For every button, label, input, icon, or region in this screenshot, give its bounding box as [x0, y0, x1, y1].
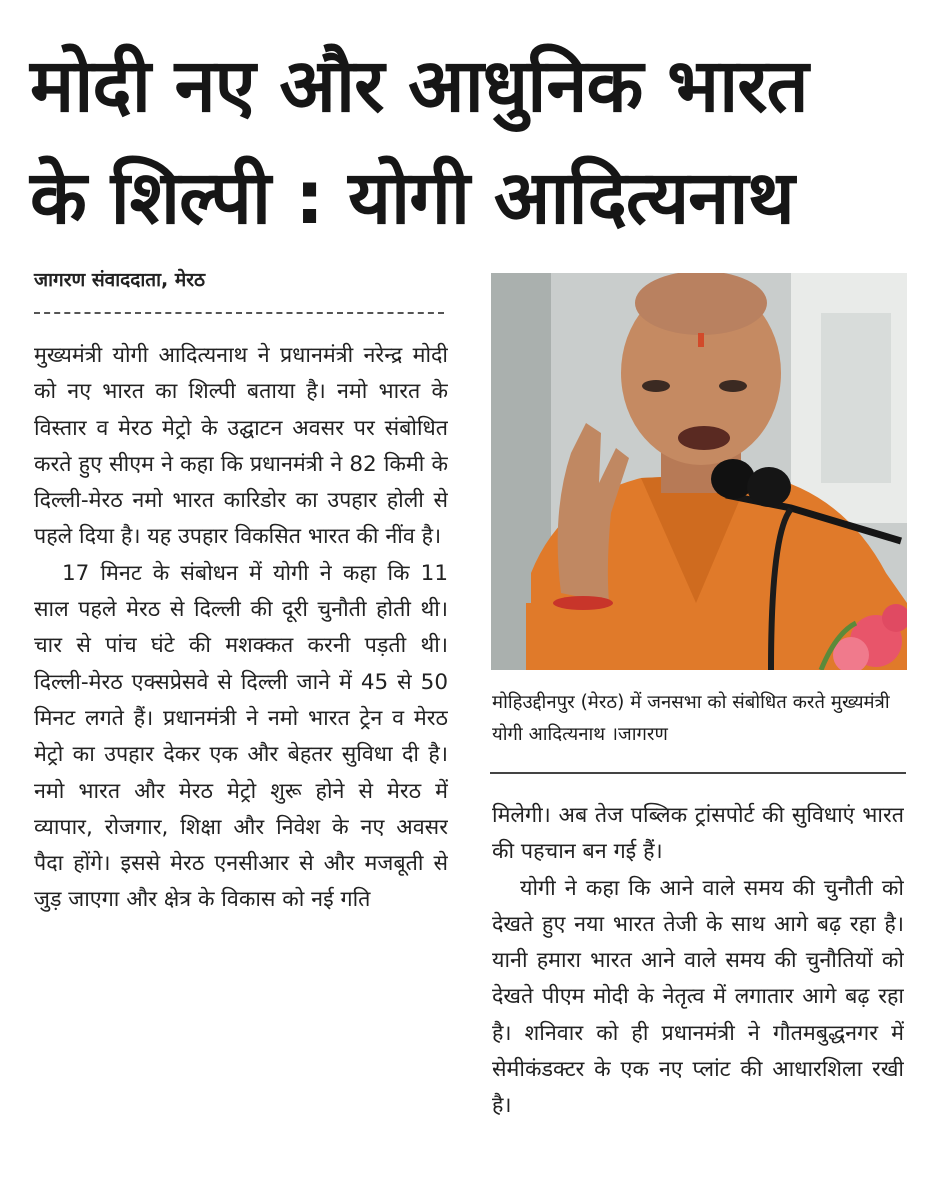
article-paragraph: 17 मिनट के संबोधन में योगी ने कहा कि 11 साल पहले मेरठ से दिल्ली की दूरी चुनौती होती थी। चार से पांच घंटे की मशक्कत करनी पड़ती थी। दिल्ली-मेरठ एक्सप्रेसवे से दिल्ली जाने में 45 से 50 मिनट लगते हैं। प्रधानमंत्री ने नमो भारत ट्रेन व मेरठ मेट्रो का उपहार देकर एक और बेहतर सुविधा दी है। नमो भारत और मेरठ मेट्रो शुरू होने से मेरठ में व्यापार, रोजगार, शिक्षा और निवेश के नए अवसर पैदा होंगे। इससे मेरठ एनसीआर से और मजबूती से जुड़ जाएगा और क्षेत्र के विकास को नई गति	[34, 560, 448, 913]
article-column-right	[492, 798, 904, 1188]
article-paragraph: मिलेगी। अब तेज पब्लिक ट्रांसपोर्ट की सुविधाएं भारत की पहचान बन गई हैं।	[492, 803, 904, 865]
caption-divider	[490, 772, 906, 774]
headline-line-1: मोदी नए और आधुनिक भारत	[30, 43, 808, 129]
article-column-left	[34, 338, 448, 1180]
article-paragraph: मुख्यमंत्री योगी आदित्यनाथ ने प्रधानमंत्री नरेन्द्र मोदी को नए भारत का शिल्पी बताया है। नमो भारत के विस्तार व मेरठ मेट्रो के उद्घाटन अवसर पर संबोधित करते हुए सीएम ने कहा कि प्रधानमंत्री ने 82 किमी के दिल्ली-मेरठ नमो भारत कारिडोर का उपहार होली से पहले दिया है। यह उपहार विकसित भारत की नींव है।	[34, 343, 448, 550]
byline: जागरण संवाददाता, मेरठ	[34, 269, 206, 291]
speaker-photo-illustration	[491, 273, 907, 670]
headline	[30, 30, 910, 254]
article-paragraph: योगी ने कहा कि आने वाले समय की चुनौती को देखते हुए नया भारत तेजी के साथ आगे बढ़ रहा है। यानी हमारा भारत आने वाले समय की चुनौतियों को देखते पीएम मोदी के नेतृत्व में लगातार आगे बढ़ रहा है। शनिवार को ही प्रधानमंत्री ने गौतमबुद्धनगर में सेमीकंडक्टर के एक नए प्लांट की आधारशिला रखी है।	[492, 875, 904, 1119]
byline-divider	[34, 312, 444, 314]
photo-caption: मोहिउद्दीनपुर (मेरठ) में जनसभा को संबोधित करते मुख्यमंत्री योगी आदित्यनाथ ।जागरण	[492, 692, 890, 745]
news-photo	[491, 273, 907, 670]
headline-line-2: के शिल्पी : योगी आदित्यनाथ	[30, 155, 794, 241]
